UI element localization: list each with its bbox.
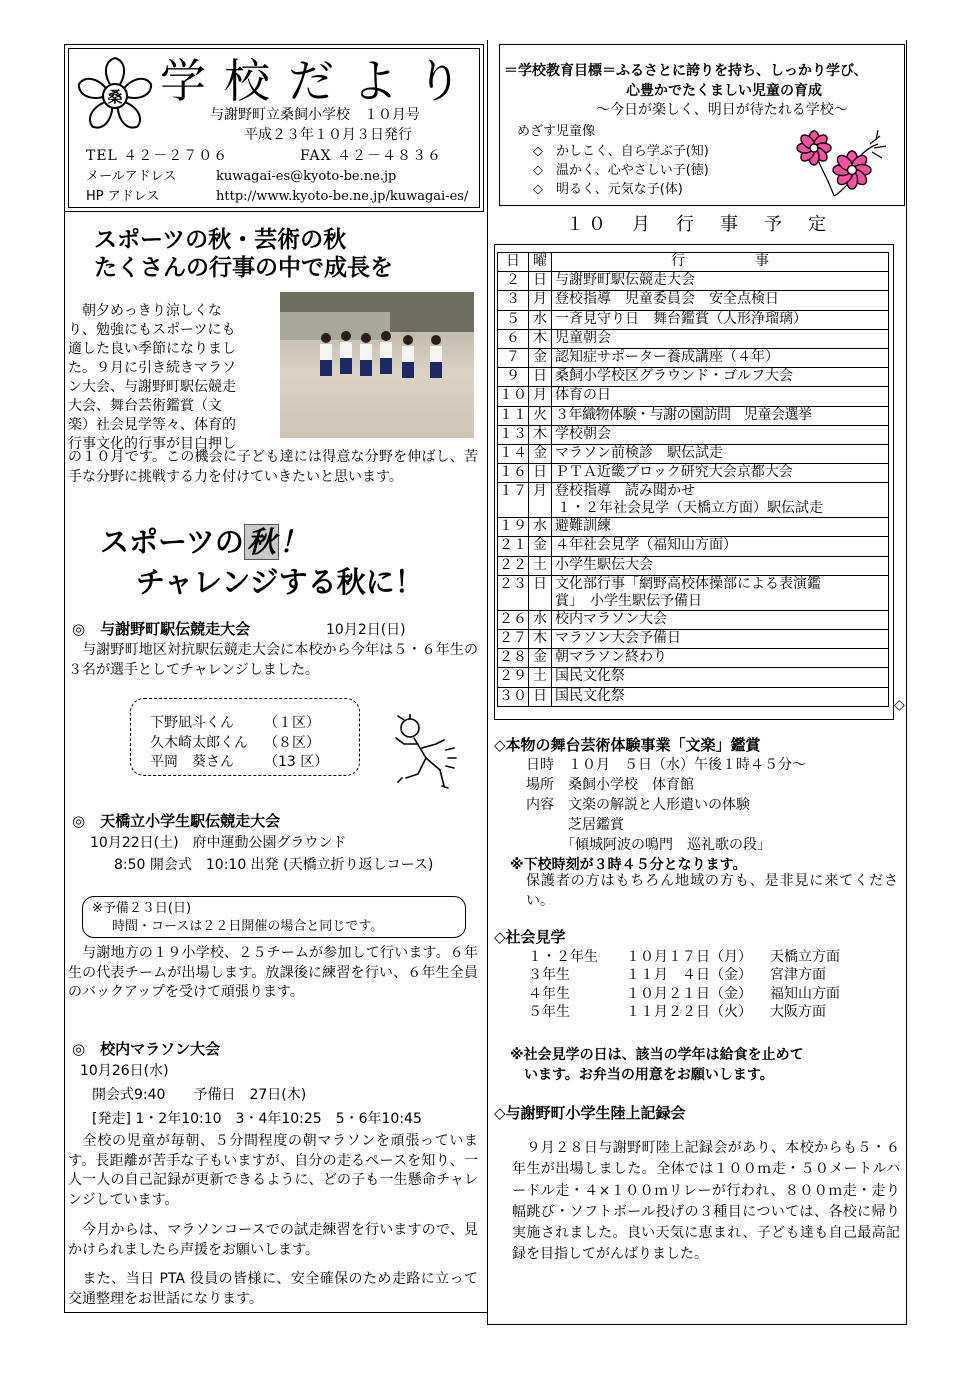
row-day: ２７ — [498, 630, 529, 649]
row-weekday: 木 — [529, 425, 552, 444]
row-day: １３ — [498, 425, 529, 444]
schedule-header-row — [498, 253, 889, 272]
field-trip-date-1: １０月１７日（月） — [626, 949, 752, 965]
amanohashidate-line-1: 10月22日(土) 府中運動公園グラウンド — [90, 835, 347, 851]
row-day: １１ — [498, 406, 529, 425]
table-row — [498, 556, 889, 575]
table-row — [498, 668, 889, 687]
row-event-line-2: 賞」 小学生駅伝予備日 — [555, 592, 702, 609]
table-row — [498, 291, 889, 310]
field-trip-dest-4: 大阪方面 — [770, 1004, 826, 1020]
row-weekday: 金 — [529, 537, 552, 556]
table-row — [498, 348, 889, 367]
field-trip-title: ◇社会見学 — [494, 928, 566, 946]
intro-line-6: 大会、舞台芸術鑑賞（文 — [68, 398, 222, 414]
table-row — [498, 272, 889, 291]
reserve-day-line-1: ※予備２３日(日) — [92, 901, 192, 916]
bunraku-title: ◇本物の舞台芸術体験事業「文楽」鑑賞 — [494, 736, 761, 754]
school-photo — [280, 292, 474, 438]
row-event-line-2: １・２年社会見学（天橋立方面）駅伝試走 — [557, 500, 823, 517]
runner-3-leg: （13 区） — [264, 754, 329, 770]
row-weekday: 日 — [529, 575, 552, 610]
intro-tail: の１０月です。この機会に子ども達には得意な分野を伸ばし、苦手な分野に挑戦する力を付けていきたいと思います。 — [68, 449, 478, 485]
table-row — [498, 464, 889, 483]
row-day: ５ — [498, 310, 529, 329]
marathon-title: ◎ 校内マラソン大会 — [72, 1040, 221, 1058]
schedule-header-weekday: 曜 — [529, 253, 552, 272]
challenge-text-a: スポーツの — [100, 525, 244, 559]
row-day: １０ — [498, 387, 529, 406]
row-day: ３ — [498, 291, 529, 310]
row-day: ２８ — [498, 649, 529, 668]
left-column-border — [64, 212, 65, 1312]
row-event: 登校指導 児童委員会 安全点検日 — [552, 291, 889, 310]
cosmos-flower-icon — [790, 126, 894, 198]
table-row — [498, 444, 889, 463]
bottom-rule — [64, 1312, 488, 1313]
goal-line-2: 心豊かでたくましい児童の育成 — [626, 83, 822, 99]
table-row — [498, 368, 889, 387]
row-day: １６ — [498, 464, 529, 483]
child-ideal-label: めざす児童像 — [517, 124, 596, 139]
child-ideal-3: ◇ 明るく、元気な子(体) — [533, 182, 683, 197]
table-row — [498, 630, 889, 649]
row-event: 登校指導 読み聞かせ — [555, 483, 695, 500]
right-column-border — [906, 40, 907, 1325]
marathon-text-1: 全校の児童が毎朝、５分間程度の朝マラソンを頑張っています。長距離が苦手な子もいますが、自分の走るペースを知り、一人一人の自己記録が更新できるように、どの子も一生懸命チャレンジしています。 — [68, 1133, 478, 1208]
table-row — [498, 518, 889, 537]
schedule-header-event: 行 事 — [552, 253, 889, 272]
challenge-headline-1 — [100, 524, 308, 560]
svg-text:桑: 桑 — [107, 88, 123, 106]
table-row — [498, 406, 889, 425]
row-day: １４ — [498, 444, 529, 463]
row-event-multiline — [552, 483, 889, 518]
field-trip-grade-1: １・２年生 — [528, 949, 598, 965]
right-bottom-rule — [487, 1324, 907, 1325]
marathon-text-2: 今月からは、マラソンコースでの試走練習を行いますので、見かけられましたら声援をお願いします。 — [68, 1222, 478, 1258]
row-event: 小学生駅伝大会 — [552, 556, 889, 575]
intro-line-5: ン大会、与謝野町駅伝競走 — [68, 379, 236, 395]
table-row — [498, 649, 889, 668]
row-event: 校内マラソン大会 — [552, 610, 889, 629]
bunraku-row-1: 日時 １０月 ５日（水）午後１時４５分～ — [526, 757, 806, 773]
table-row — [498, 610, 889, 629]
row-weekday: 木 — [529, 630, 552, 649]
field-trip-grade-2: ３年生 — [528, 967, 570, 983]
field-trip-dest-2: 宮津方面 — [770, 967, 826, 983]
row-event: ３年織物体験・与謝の園訪問 児童会選挙 — [552, 406, 889, 425]
intro-line-3: 適した良い季節になりまし — [68, 341, 236, 357]
runner-3-name: 平岡 葵さん — [150, 754, 234, 770]
row-day: ３０ — [498, 687, 529, 706]
row-event: 国民文化祭 — [552, 687, 889, 706]
intro-line-7: 楽）社会見学等々、体育的 — [68, 417, 236, 433]
row-weekday: 水 — [529, 610, 552, 629]
row-weekday: 月 — [529, 387, 552, 406]
child-ideal-2: ◇ 温かく、心やさしい子(徳) — [533, 163, 709, 178]
challenge-text-autumn: 秋 — [244, 524, 279, 560]
bunraku-row-5: 「傾城阿波の鳴門 巡礼歌の段」 — [526, 837, 771, 853]
school-issue-line: 与謝野町立桑飼小学校 １０月号 — [210, 107, 420, 123]
mail-label: メールアドレス — [86, 169, 177, 184]
field-trip-date-3: １０月２１日（金） — [626, 986, 752, 1002]
schedule-table — [497, 252, 889, 707]
row-day: ２６ — [498, 610, 529, 629]
row-day: ２３ — [498, 575, 529, 610]
row-weekday: 水 — [529, 310, 552, 329]
amanohashidate-text: 与謝地方の１９小学校、２５チームが参加して行います。６年生の代表チームが出場します。放課後に練習を行い、６年生全員のバックアップを受けて頑張ります。 — [68, 945, 478, 1000]
row-weekday: 月 — [529, 291, 552, 310]
runner-1-name: 下野凪斗くん — [150, 715, 234, 731]
athletics-text: ９月２８日与謝野町陸上記録会があり、本校からも５・６年生が出場しました。全体では１００ｍ走・５０メートルハードル走・４×１００ｍリレーが行われ、８００ｍ走・走り幅跳び・ソフトボール投げの３種目については、各校に帰り実施されました。良い天気に恵まれ、子ども達も自己最高記録を目指してがんばりました。 — [512, 1140, 900, 1263]
table-row — [498, 537, 889, 556]
amanohashidate-title: ◎ 天橋立小学生駅伝競走大会 — [72, 812, 281, 830]
bunraku-row-4: 芝居鑑賞 — [526, 817, 624, 833]
marathon-text-3: また、当日 PTA 役員の皆様に、安全確保のため走路に立って交通整理をお世話になります。 — [68, 1271, 478, 1307]
row-day: ２９ — [498, 668, 529, 687]
table-row — [498, 425, 889, 444]
table-row — [498, 483, 889, 518]
marathon-date: 10月26日(水) — [80, 1063, 169, 1079]
table-row — [498, 575, 889, 610]
row-event: 学校朝会 — [552, 425, 889, 444]
issue-date: 平成２３年１０月３日発行 — [244, 127, 412, 143]
bunraku-note: ※下校時刻が３時４５分となります。 — [510, 857, 747, 873]
ekiden-text: 与謝野町地区対抗駅伝競走大会に本校から今年は５・６年生の３名が選手としてチャレンジしました。 — [68, 642, 478, 678]
row-weekday: 日 — [529, 368, 552, 387]
reserve-day-line-2: 時間・コースは２２日開催の場合と同じです。 — [112, 919, 384, 934]
row-weekday: 木 — [529, 329, 552, 348]
marathon-start-times: [発走] 1・2年10:10 3・4年10:25 5・6年10:45 — [92, 1111, 422, 1127]
row-day: ２１ — [498, 537, 529, 556]
row-weekday: 火 — [529, 406, 552, 425]
intro-line-1: 朝夕めっきり涼しくな — [68, 303, 222, 319]
row-event: 国民文化祭 — [552, 668, 889, 687]
row-event: 児童朝会 — [552, 329, 889, 348]
intro-line-2: り、勉強にもスポーツにも — [68, 322, 236, 338]
field-trip-date-4: １１月２２日（火） — [626, 1004, 752, 1020]
cherry-blossom-emblem-icon — [74, 54, 156, 136]
row-event: 避難訓練 — [552, 518, 889, 537]
newsletter-title: 学校だより — [160, 54, 480, 108]
challenge-headline-2: チャレンジする秋に！ — [136, 565, 424, 599]
table-row — [498, 329, 889, 348]
runner-2-name: 久木崎太郎くん — [150, 735, 248, 751]
row-event: 一斉見守り日 舞台鑑賞（人形浄瑠璃） — [552, 310, 889, 329]
ekiden-title: ◎ 与謝野町駅伝競走大会 — [72, 620, 251, 638]
schedule-header-day: 日 — [498, 253, 529, 272]
center-column-border — [487, 40, 488, 1325]
row-event: ４年社会見学（福知山方面） — [552, 537, 889, 556]
row-event: 文化部行事「網野高校体操部による表演鑑 — [555, 575, 821, 592]
running-child-icon — [384, 714, 460, 798]
side-diamond-mark: ◇ — [894, 697, 905, 713]
intro-headline-2: たくさんの行事の中で成長を — [94, 255, 393, 281]
tel-number: TEL ４２－２７０６ — [86, 148, 229, 164]
ekiden-date: 10月2日(日) — [326, 622, 406, 638]
challenge-text-c: ！ — [278, 525, 308, 559]
row-event: 認知症サポーター養成講座（４年） — [552, 348, 889, 367]
intro-line-4: た。９月に引き続きマラソ — [68, 360, 236, 376]
table-row — [498, 687, 889, 706]
athletics-title: ◇与謝野町小学生陸上記録会 — [494, 1104, 686, 1122]
row-day: １７ — [498, 483, 529, 518]
runner-2-leg: （８区） — [264, 735, 320, 751]
row-event: 与謝野町駅伝競走大会 — [552, 272, 889, 291]
row-day: ２ — [498, 272, 529, 291]
child-ideal-1: ◇ かしこく、自ら学ぶ子(知) — [533, 144, 709, 159]
field-trip-grade-3: ４年生 — [528, 986, 570, 1002]
row-event: 体育の日 — [552, 387, 889, 406]
row-event-multiline — [552, 575, 889, 610]
hp-label: HP アドレス — [86, 189, 160, 204]
row-day: ２２ — [498, 556, 529, 575]
row-day: １９ — [498, 518, 529, 537]
row-weekday: 金 — [529, 444, 552, 463]
bunraku-row-3: 内容 文楽の解説と人形遣いの体験 — [526, 797, 750, 813]
table-row — [498, 310, 889, 329]
row-weekday: 土 — [529, 668, 552, 687]
table-row — [498, 387, 889, 406]
schedule-title: １０ 月 行 事 予 定 — [566, 214, 830, 235]
row-event: マラソン前検診 駅伝試走 — [552, 444, 889, 463]
bunraku-row-2: 場所 桑飼小学校 体育館 — [526, 777, 694, 793]
row-weekday: 日 — [529, 272, 552, 291]
row-weekday: 日 — [529, 464, 552, 483]
row-event: ＰＴＡ近畿ブロック研究大会京都大会 — [552, 464, 889, 483]
field-trip-grade-4: ５年生 — [528, 1004, 570, 1020]
row-weekday: 金 — [529, 348, 552, 367]
fax-number: FAX ４２－４８３６ — [300, 148, 443, 164]
intro-line-8: 行事文化的行事が目白押し — [68, 436, 236, 452]
row-day: ６ — [498, 329, 529, 348]
runner-1-leg: （１区） — [264, 715, 320, 731]
goal-line-3: ～今日が楽しく、明日が待たれる学校～ — [596, 102, 848, 118]
marathon-opening: 開会式9:40 予備日 27日(木) — [92, 1087, 307, 1103]
intro-headline-1: スポーツの秋・芸術の秋 — [94, 227, 347, 253]
row-weekday: 日 — [529, 687, 552, 706]
row-event: マラソン大会予備日 — [552, 630, 889, 649]
bunraku-note-2: 保護者の方はもちろん地域の方も、是非見に来てください。 — [526, 873, 898, 909]
row-event: 朝マラソン終わり — [552, 649, 889, 668]
field-trip-note-1: ※社会見学の日は、該当の学年は給食を止めて — [510, 1047, 804, 1063]
field-trip-dest-1: 天橋立方面 — [770, 949, 840, 965]
row-day: ９ — [498, 368, 529, 387]
goal-line-1: ＝学校教育目標＝ふるさとに誇りを持ち、しっかり学び、 — [504, 63, 868, 79]
mail-address[interactable]: kuwagai-es@kyoto-be.ne.jp — [216, 169, 397, 184]
row-weekday: 土 — [529, 556, 552, 575]
row-day: ７ — [498, 348, 529, 367]
amanohashidate-line-2: 8:50 開会式 10:10 出発 (天橋立折り返しコース) — [114, 857, 434, 873]
field-trip-dest-3: 福知山方面 — [770, 986, 840, 1002]
row-event: 桑飼小学校区グラウンド・ゴルフ大会 — [552, 368, 889, 387]
row-weekday: 水 — [529, 518, 552, 537]
hp-address[interactable]: http://www.kyoto-be.ne.jp/kuwagai-es/ — [216, 189, 469, 204]
field-trip-date-2: １１月 ４日（金） — [626, 967, 752, 983]
field-trip-note-2: います。お弁当の用意をお願いします。 — [524, 1067, 774, 1083]
row-weekday: 金 — [529, 649, 552, 668]
row-weekday: 月 — [529, 483, 552, 518]
